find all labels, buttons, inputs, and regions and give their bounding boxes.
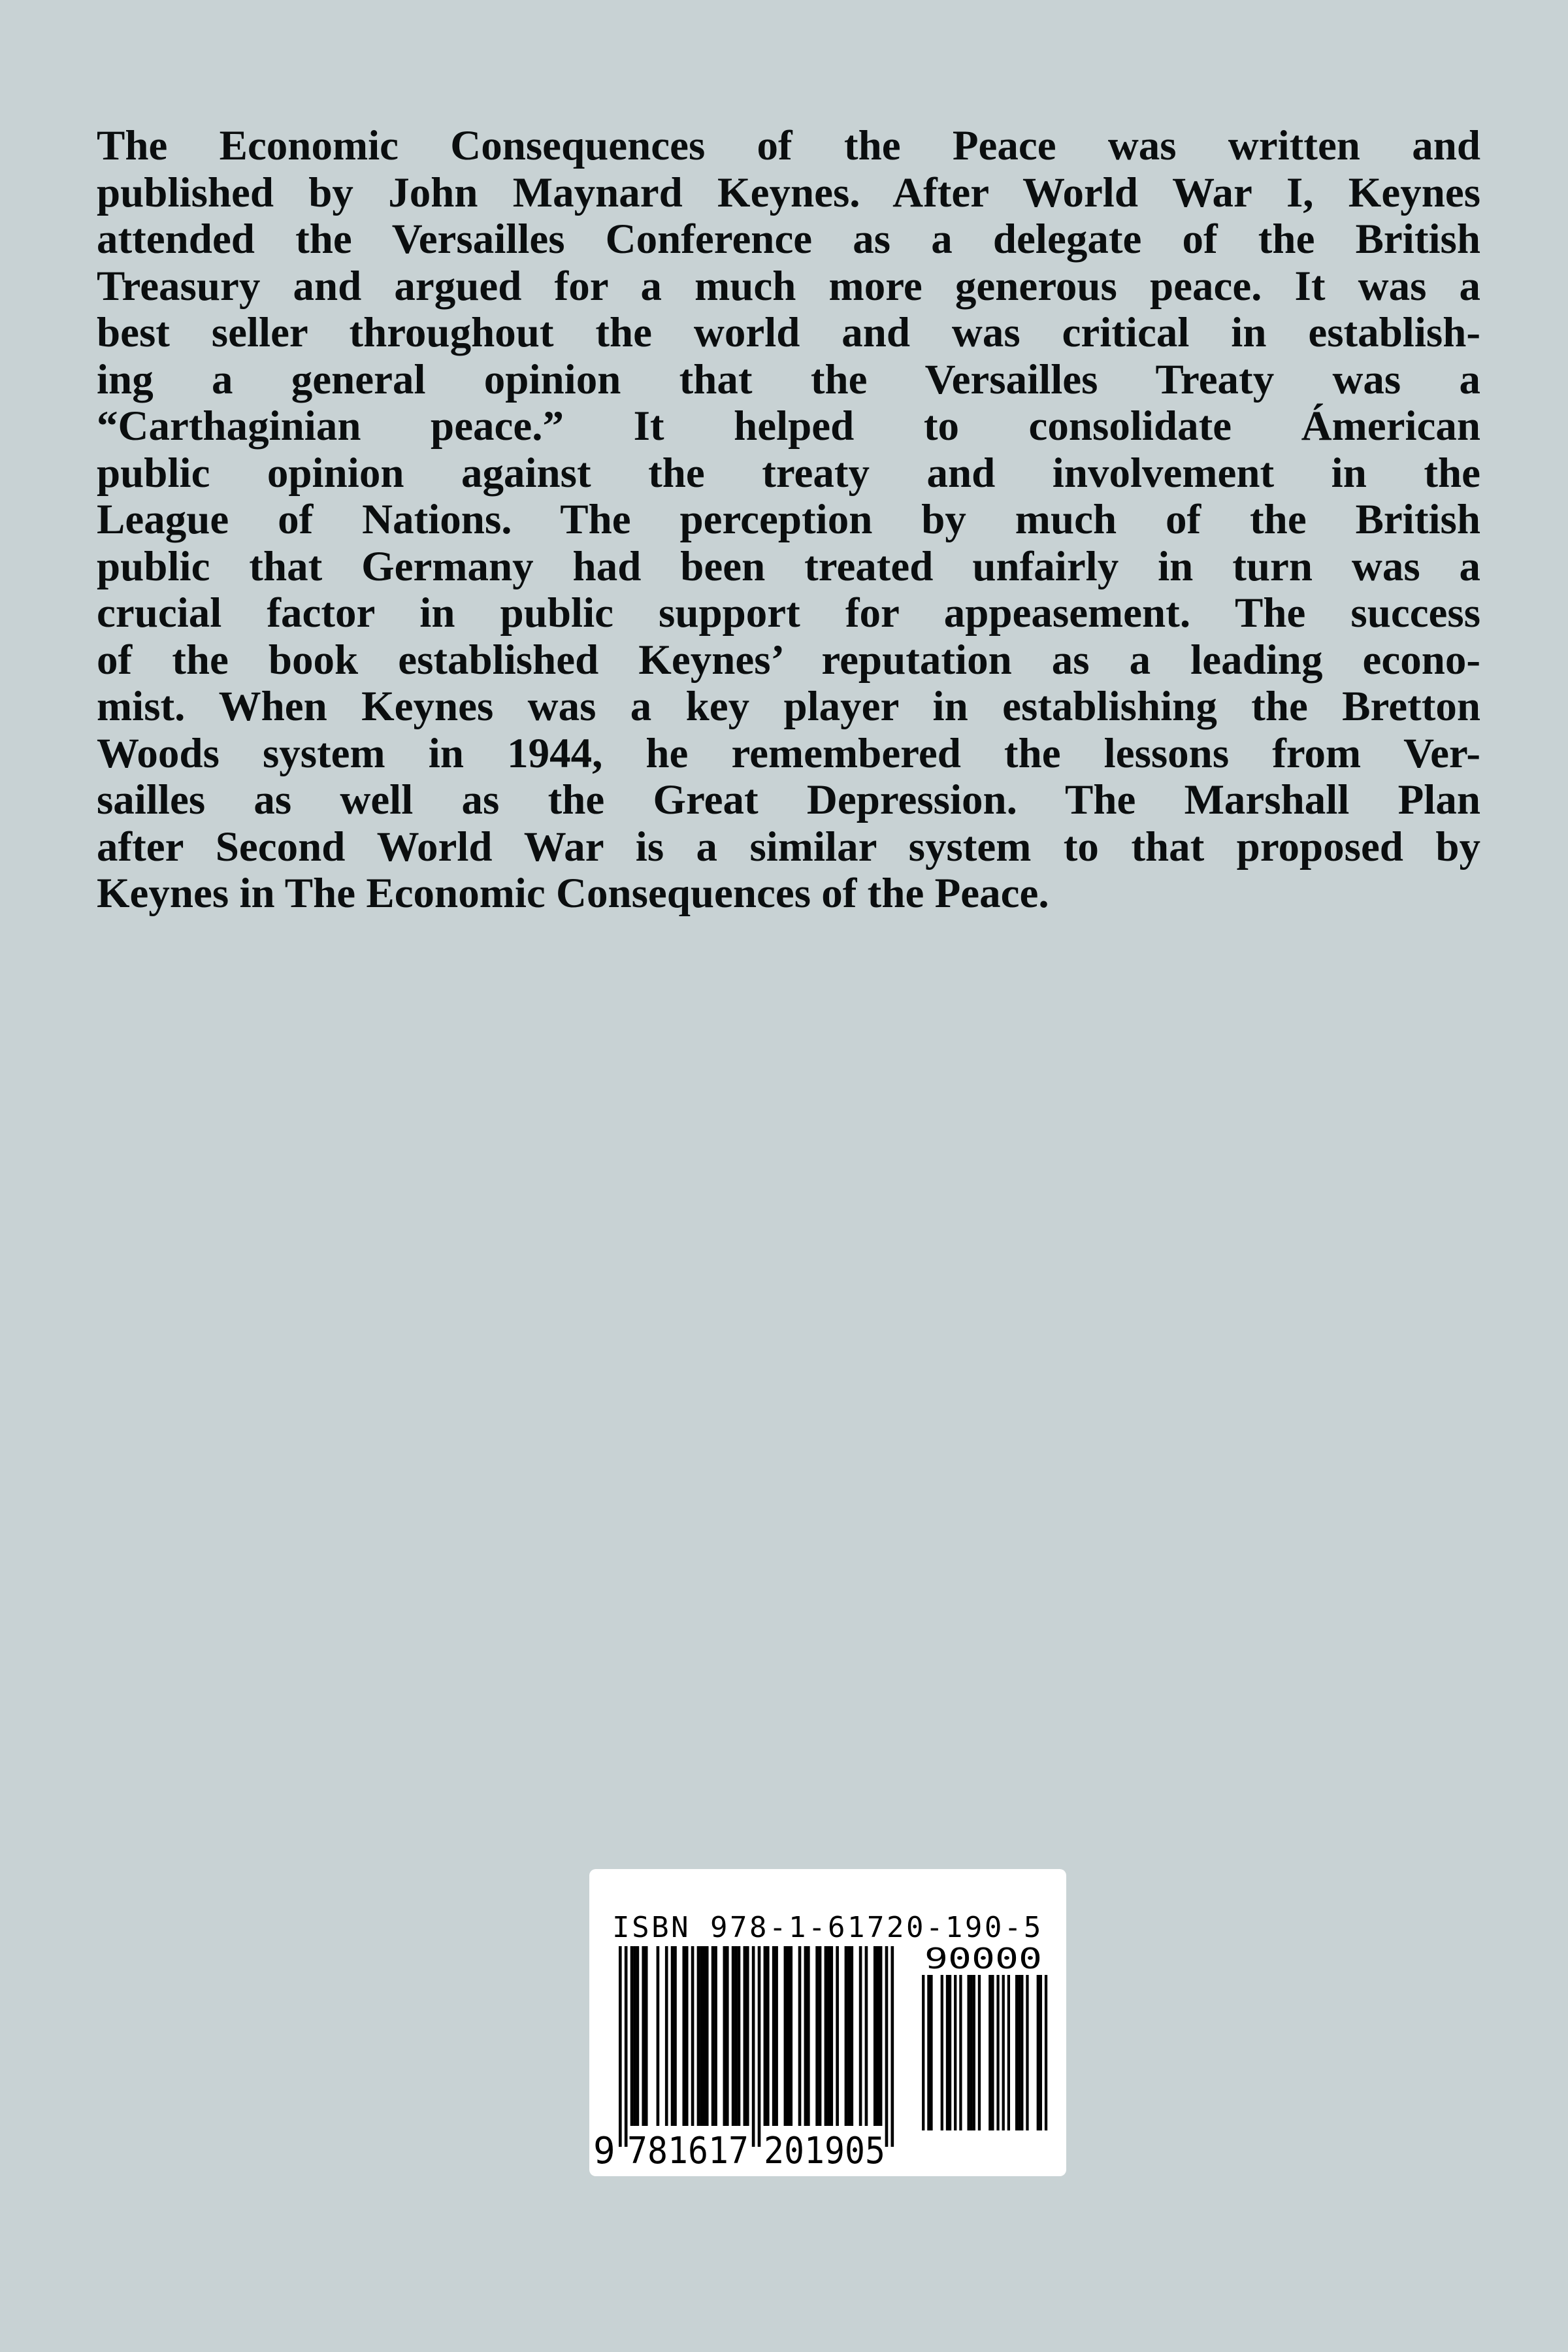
blurb-line: crucial factor in public support for appeasement. The success	[97, 589, 1480, 637]
blurb-line: published by John Maynard Keynes. After World War I, Keynes	[97, 169, 1480, 216]
blurb-line: attended the Versailles Conference as a delegate of the British	[97, 216, 1480, 263]
barcode-panel	[589, 1869, 1066, 2176]
barcode-digit-group1: 781617	[627, 2130, 749, 2172]
blurb-line: “Carthaginian peace.” It helped to consolidate Ámerican	[97, 403, 1480, 450]
blurb-line: Woods system in 1944, he remembered the lessons from Ver-	[97, 729, 1480, 777]
blurb-line: Treasury and argued for a much more generous peace. It was a	[97, 262, 1480, 310]
blurb-line: best seller throughout the world and was critical in establish-	[97, 309, 1480, 356]
barcode-digit-group2: 201905	[764, 2130, 885, 2172]
blurb-line: public opinion against the treaty and involvement in the	[97, 449, 1480, 497]
ean13-barcode	[589, 1946, 1066, 2174]
blurb-line: public that Germany had been treated unfairly in turn was a	[97, 542, 1480, 590]
blurb-line: sailles as well as the Great Depression. The Marshall Plan	[97, 776, 1480, 823]
isbn-label: ISBN 978-1-61720-190-5	[612, 1911, 1043, 1944]
blurb-line: League of Nations. The perception by much of the British	[97, 496, 1480, 543]
barcode-digit-lead: 9	[593, 2130, 615, 2172]
blurb	[97, 123, 1480, 918]
blurb-line: ing a general opinion that the Versailles Treaty was a	[97, 356, 1480, 403]
blurb-line: Keynes in The Economic Consequences of the Peace.	[97, 870, 1049, 917]
blurb-line: of the book established Keynes’ reputation as a leading econo-	[97, 636, 1480, 684]
blurb-line: The Economic Consequences of the Peace was written and	[97, 122, 1480, 169]
barcode-addon-label: 90000	[924, 1946, 1042, 1976]
blurb-line: after Second World War is a similar system to that proposed by	[97, 823, 1480, 870]
blurb-line: mist. When Keynes was a key player in establishing the Bretton	[97, 683, 1480, 730]
